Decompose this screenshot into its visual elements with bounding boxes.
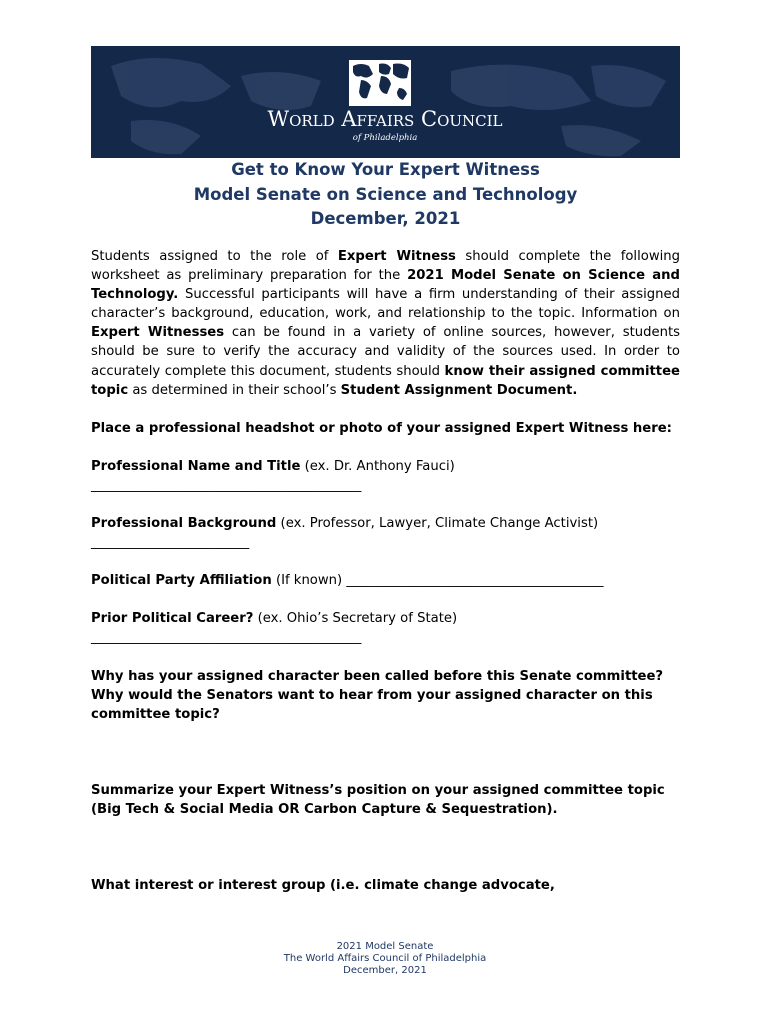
intro-text: Successful participants will have a firm understanding of their assigned character’s background, education, work, and relationship to the topic. Information on [91, 287, 680, 322]
title-line-3: December, 2021 [310, 209, 461, 228]
header-banner [91, 46, 680, 158]
background-blank-line[interactable]: ________________________ [91, 535, 250, 551]
career-question [91, 609, 680, 647]
world-map-logo [91, 46, 680, 158]
party-hint: (If known) [271, 573, 347, 589]
document-titles [91, 158, 680, 232]
background-label: Professional Background [91, 516, 277, 532]
intro-paragraph [91, 247, 680, 400]
party-label: Political Party Affiliation [91, 573, 272, 589]
intro-text: should complete the following worksheet as preliminary preparation for the [91, 249, 680, 284]
intro-text: can be found in a variety of online sources, however, students should be sure to verify the accuracy and validity of the sources used. In order to accurately complete this document, students should [91, 325, 680, 379]
intro-bold: 2021 Model Senate on Science and Technology. [91, 268, 680, 303]
career-blank-line[interactable]: _________________________________________ [91, 630, 362, 646]
footer-line-1: 2021 Model Senate [336, 941, 434, 952]
background-question [91, 514, 680, 552]
title-line-2: Model Senate on Science and Technology [193, 184, 578, 204]
worksheet-body [91, 247, 680, 895]
logo-title: World Affairs Council [267, 107, 503, 131]
page-footer [0, 941, 770, 978]
name-question [91, 457, 680, 495]
why-called-question: Why has your assigned character been called before this Senate committee? Why would the Senators want to hear from your assigned character on this committee topic? [91, 668, 664, 722]
intro-bold: Student Assignment Document. [340, 382, 578, 398]
intro-text: as determined in their school’s [128, 382, 341, 398]
intro-bold: know their assigned committee topic [91, 363, 681, 398]
footer-line-2: The World Affairs Council of Philadelphia [283, 953, 487, 965]
logo-subtitle: of Philadelphia [352, 133, 418, 143]
career-label: Prior Political Career? [91, 611, 254, 627]
party-question [91, 571, 680, 590]
intro-text: Students assigned to the role of [91, 249, 338, 264]
name-blank-line[interactable]: _________________________________________ [91, 477, 362, 493]
name-label: Professional Name and Title [91, 458, 301, 474]
footer-line-3: December, 2021 [343, 965, 427, 977]
party-blank-line[interactable]: _______________________________________ [346, 573, 604, 589]
title-line-1: Get to Know Your Expert Witness [231, 160, 540, 179]
name-hint: (ex. Dr. Anthony Fauci) [300, 458, 455, 474]
intro-bold: Expert Witnesses [91, 325, 225, 341]
headshot-prompt: Place a professional headshot or photo of your assigned Expert Witness here: [91, 420, 672, 436]
career-hint: (ex. Ohio’s Secretary of State) [253, 611, 458, 627]
interest-question: What interest or interest group (i.e. climate change advocate, [91, 877, 555, 893]
summarize-question: Summarize your Expert Witness’s position on your assigned committee topic (Big Tech & Social Media OR Carbon Capture & Sequestration). [91, 782, 665, 817]
background-hint: (ex. Professor, Lawyer, Climate Change Activist) [276, 516, 599, 532]
intro-bold: Expert Witness [337, 249, 456, 264]
